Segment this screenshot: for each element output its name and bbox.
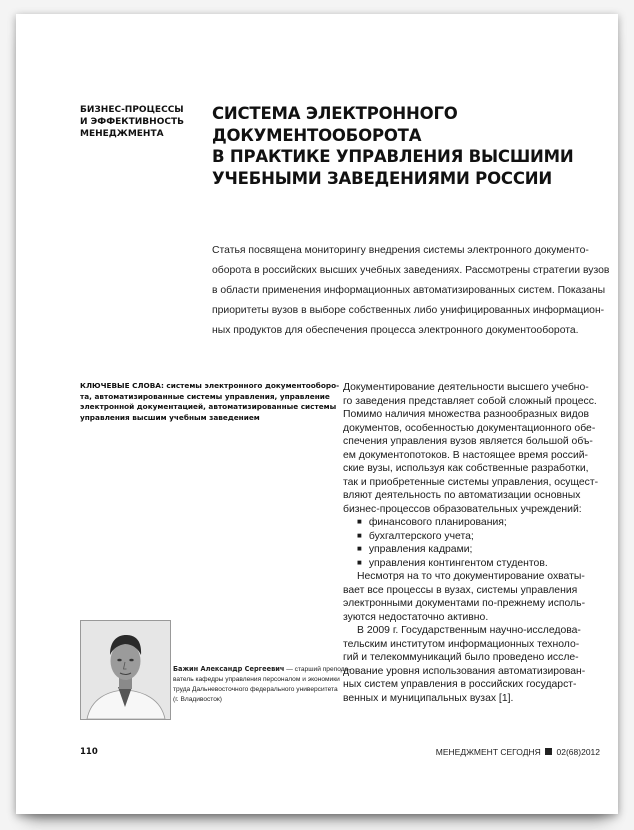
body-line: Помимо наличия множества разнообразных видов — [343, 409, 590, 420]
journal-footer — [436, 747, 600, 757]
keywords-line: управления высшим учебным заведением — [80, 412, 260, 422]
body-line: В 2009 г. Государственным научно-исследова- — [357, 625, 581, 636]
body-line: электронными документами по-прежнему исполь- — [343, 598, 586, 609]
author-photo — [80, 620, 171, 720]
title-line: СИСТЕМА ЭЛЕКТРОННОГО — [212, 104, 458, 123]
abstract-line: Статья посвящена мониторингу внедрения системы электронного документо- — [212, 245, 589, 256]
author-portrait-image — [81, 621, 170, 719]
section-label-line: МЕНЕДЖМЕНТА — [80, 129, 164, 139]
keywords-line: КЛЮЧЕВЫЕ СЛОВА: системы электронного документооборо- — [80, 381, 340, 390]
title-line: В ПРАКТИКЕ УПРАВЛЕНИЯ ВЫСШИМИ — [212, 147, 574, 166]
square-separator-icon — [545, 748, 552, 755]
bullet-item: ■ бухгалтерского учета; — [343, 530, 605, 544]
body-line: Несмотря на то что документирование охваты- — [357, 571, 585, 582]
bullet-item: ■ управления контингентом студентов. — [343, 557, 605, 571]
body-line: так и приобретенные системы управления, осущест- — [343, 476, 599, 488]
author-desc-line: труда Дальневосточного федерального университета — [173, 686, 338, 693]
keywords-line: та, автоматизированные системы управления, управление — [80, 391, 330, 401]
body-line: бизнес-процессов образовательных учреждений: — [343, 503, 582, 515]
keywords — [80, 381, 340, 423]
abstract-line: приоритеты вузов в выборе собственных либо унифицированных информацион- — [212, 305, 605, 316]
body-line: вает все процессы в вузах, системы управления — [343, 584, 578, 596]
abstract-line: ных продуктов для обеспечения процесса электронного документооборота. — [212, 325, 579, 336]
body-line: гий и телекоммуникаций было проведено иссле- — [343, 652, 579, 663]
body-line: тельским институтом информационных техноло- — [343, 638, 580, 650]
title-line: ДОКУМЕНТООБОРОТА — [212, 125, 422, 145]
title-line: УЧЕБНЫМИ ЗАВЕДЕНИЯМИ РОССИИ — [212, 168, 552, 188]
abstract-line: в области применения информационных автоматизированных систем. Показаны — [212, 285, 606, 296]
body-line: Документирование деятельности высшего учебно- — [343, 382, 589, 393]
body-line: документов, особенностью документационного обе- — [343, 422, 596, 434]
body-line: венных и муниципальных вузах [1]. — [343, 692, 514, 704]
author-desc-line: — старший препода- — [284, 666, 351, 673]
body-line: дование уровня использования автоматизирован- — [343, 665, 586, 677]
author-caption — [173, 664, 351, 705]
abstract — [212, 241, 610, 341]
article-title — [212, 103, 612, 189]
bullet-item: ■ управления кадрами; — [343, 543, 605, 557]
body-line: ем документопотоков. В настоящее время россий- — [343, 449, 589, 461]
section-label — [80, 104, 200, 140]
author-desc-line: (г. Владивосток) — [173, 696, 222, 703]
abstract-line: оборота в российских высших учебных заведениях. Рассмотрены стратегии вузов — [212, 265, 610, 276]
author-name: Бажин Александр Сергеевич — [173, 665, 285, 673]
body-line: ские вузы, используя как собственные разработки, — [343, 463, 589, 474]
journal-name: МЕНЕДЖМЕНТ СЕГОДНЯ — [435, 747, 541, 757]
body-line: спечения управления вузов является большой объ- — [343, 436, 593, 447]
journal-issue: 02(68)2012 — [556, 747, 600, 757]
body-line: вляют деятельность по автоматизации основных — [343, 490, 581, 501]
author-desc-line: ватель кафедры управления персоналом и экономики — [173, 676, 340, 683]
keywords-line: электронной документацией, автоматизированные системы — [80, 402, 337, 411]
section-label-line: БИЗНЕС-ПРОЦЕССЫ — [80, 105, 184, 115]
section-label-line: И ЭФФЕКТИВНОСТЬ — [80, 117, 184, 127]
page-number: 110 — [80, 747, 98, 757]
article-body — [343, 381, 605, 705]
body-line: зуются недостаточно активно. — [343, 611, 489, 623]
body-line: ных систем управления в российских государст- — [343, 679, 577, 690]
body-line: го заведения представляет собой сложный процесс. — [343, 395, 597, 407]
bullet-item: ■ финансового планирования; — [343, 516, 605, 530]
